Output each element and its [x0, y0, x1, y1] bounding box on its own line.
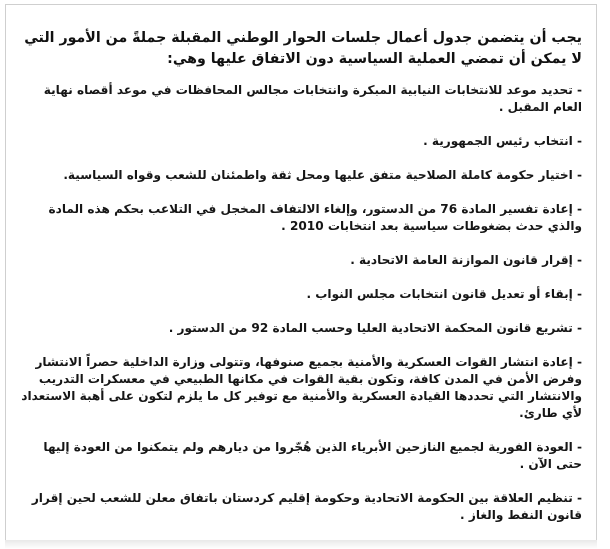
list-item: - تشريع قانون المحكمة الاتحادية العليا وحسب المادة 92 من الدستور .	[168, 321, 582, 335]
list-item: - اختيار حكومة كاملة الصلاحية متفق عليها ومحل ثقة واطمئنان للشعب وقواه السياسية.	[63, 168, 582, 182]
list-item: - إعادة تفسير المادة 76 من الدستور، وإلغاء الالتفاف المخجل في التلاعب بحكم هذه المادة والذي حدث بضغوطات سياسية بعد انتخابات 2010 .	[48, 202, 582, 233]
list-item: - تنظيم العلاقة بين الحكومة الاتحادية وحكومة إقليم كردستان باتفاق معلن للشعب لحين إقرار قانون النفط والغاز .	[31, 491, 582, 522]
list-item: - تحديد موعد للانتخابات النيابية المبكرة وانتخابات مجالس المحافظات في موعد أقصاه نهاية العام المقبل .	[43, 83, 582, 114]
document-body	[14, 28, 582, 524]
page-bottom-edge	[5, 540, 597, 549]
intro-paragraph: يجب أن يتضمن جدول أعمال جلسات الحوار الوطني المقبلة جملةً من الأمور التي لا يمكن أن تمضي العملية السياسية دون الاتفاق عليها وهي:	[24, 30, 582, 67]
list-item: - إبقاء أو تعديل قانون انتخابات مجلس النواب .	[306, 287, 582, 301]
list-item: - انتخاب رئيس الجمهورية .	[423, 134, 582, 148]
items-list	[14, 82, 582, 524]
list-item: - العودة الفورية لجميع النازحين الأبرياء الذين هُجّروا من ديارهم ولم يتمكنوا من العودة إليها حتى الآن .	[43, 440, 582, 471]
list-item: - إقرار قانون الموازنة العامة الاتحادية .	[350, 253, 582, 267]
list-item: - إعادة انتشار القوات العسكرية والأمنية بجميع صنوفها، وتتولى وزارة الداخلية حصراً الانتشار وفرض الأمن في المدن كافة، وتكون بقية القوات في مكانها الطبيعي في معسكرات التدريب والانتشار التي تحددها القيادة العسكرية والأمنية مع توفير كل ما يلزم لتكون على أهبة الاستعداد لأي طارئ.	[21, 355, 582, 420]
